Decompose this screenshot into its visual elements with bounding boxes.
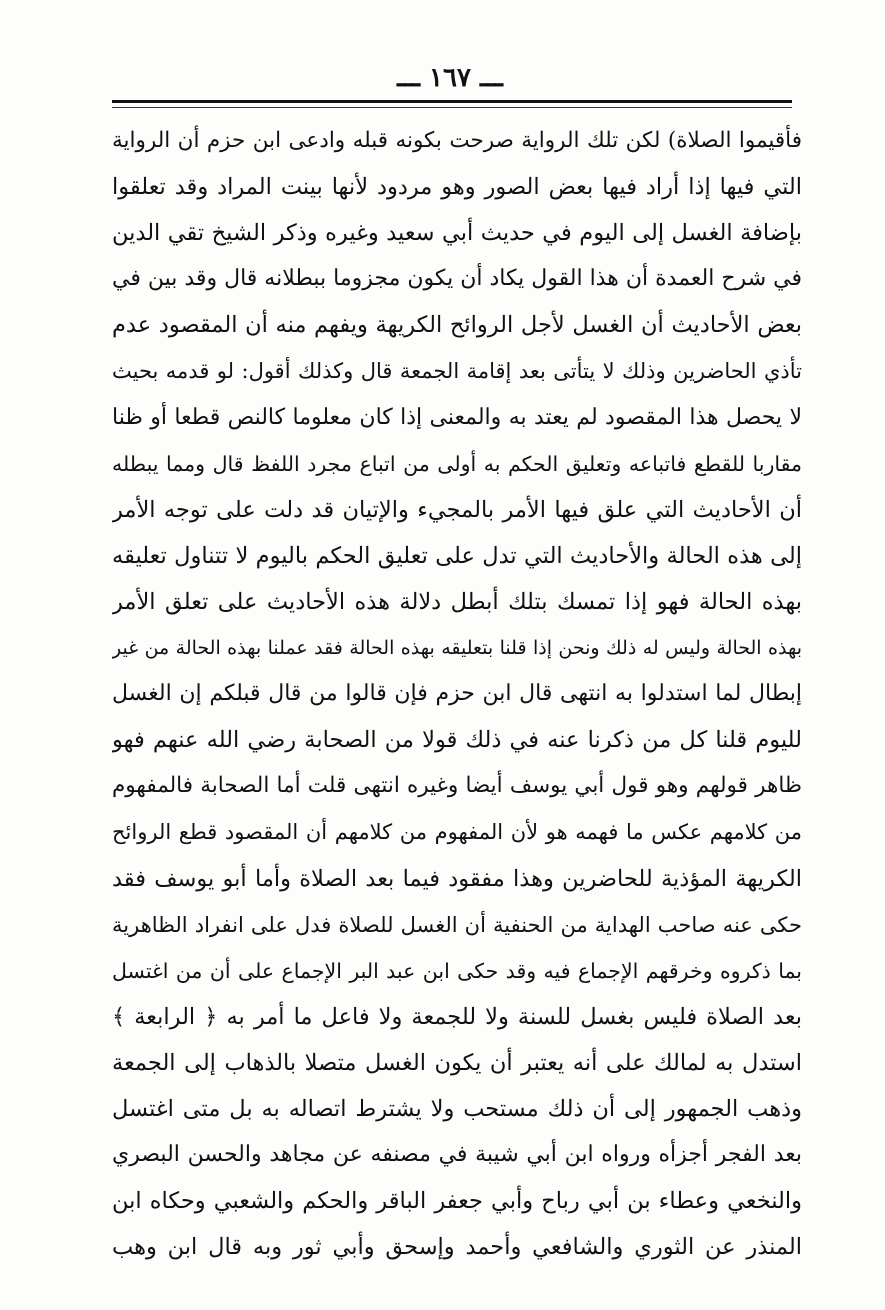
- text-line: فأقيموا الصلاة) لكن تلك الرواية صرحت بكونه قبله وادعى ابن حزم أن الرواية: [112, 128, 802, 153]
- body-text: [112, 118, 802, 1270]
- text-line: وذهب الجمهور إلى أن ذلك مستحب ولا يشترط اتصاله به بل متى اغتسل: [112, 1095, 802, 1122]
- text-line: مقاربا للقطع فاتباعه وتعليق الحكم به أولى من اتباع مجرد اللفظ قال ومما يبطله: [112, 451, 802, 476]
- text-line: بعد الصلاة فليس بغسل للسنة ولا للجمعة ولا فاعل ما أمر به ﴿ الرابعة ﴾: [112, 1003, 802, 1030]
- text-line: بما ذكروه وخرقهم الإجماع فيه وقد حكى ابن عبد البر الإجماع على أن من اغتسل: [112, 958, 802, 983]
- text-line: والنخعي وعطاء بن أبي رباح وأبي جعفر الباقر والحكم والشعبي وحكاه ابن: [112, 1188, 802, 1215]
- text-line: بإضافة الغسل إلى اليوم في حديث أبي سعيد وغيره وذكر الشيخ تقي الدين: [112, 220, 802, 247]
- text-line: إبطال لما استدلوا به انتهى قال ابن حزم فإن قالوا من قال قبلكم إن الغسل: [112, 681, 802, 707]
- text-line: لا يحصل هذا المقصود لم يعتد به والمعنى إذا كان معلوما كالنص قطعا أو ظنا: [112, 404, 802, 430]
- text-line: إلى هذه الحالة والأحاديث التي تدل على تعليق الحكم باليوم لا تتناول تعليقه: [112, 542, 802, 569]
- text-line: ظاهر قولهم وهو قول أبي يوسف أيضا وغيره انتهى قلت أما الصحابة فالمفهوم: [112, 773, 802, 799]
- text-line: الكريهة المؤذية للحاضرين وهذا مفقود فيما بعد الصلاة وأما أبو يوسف فقد: [112, 865, 802, 892]
- text-line: المنذر عن الثوري والشافعي وأحمد وإسحق وأبي ثور وبه قال ابن وهب: [112, 1234, 802, 1261]
- text-line: من كلامهم عكس ما فهمه هو لأن المفهوم من كلامهم أن المقصود قطع الروائح: [112, 820, 802, 845]
- text-line: تأذي الحاضرين وذلك لا يتأتى بعد إقامة الجمعة قال وكذلك أقول: لو قدمه بحيث: [112, 359, 802, 384]
- text-line: استدل به لمالك على أنه يعتبر أن يكون الغسل متصلا بالذهاب إلى الجمعة: [112, 1049, 802, 1076]
- text-line: في شرح العمدة أن هذا القول يكاد أن يكون مجزوما ببطلانه قال وقد بين في: [112, 266, 802, 292]
- text-line: بهذه الحالة فهو إذا تمسك بتلك أبطل دلالة هذه الأحاديث على تعلق الأمر: [112, 588, 802, 615]
- text-line: بهذه الحالة وليس له ذلك ونحن إذا قلنا بتعليقه بهذه الحالة فقد عملنا بهذه الحالة من غير: [112, 637, 802, 660]
- text-line: حكى عنه صاحب الهداية من الحنفية أن الغسل للصلاة فدل على انفراد الظاهرية: [112, 912, 802, 937]
- text-line: بعض الأحاديث أن الغسل لأجل الروائح الكريهة ويفهم منه أن المقصود عدم: [112, 312, 802, 339]
- page-number: ـــ ١٦٧ ـــ: [397, 63, 503, 93]
- text-line: أن الأحاديث التي علق فيها الأمر بالمجيء والإتيان قد دلت على توجه الأمر: [112, 496, 802, 523]
- text-line: التي فيها إذا أراد فيها بعض الصور وهو مردود لأنها بينت المراد وقد تعلقوا: [112, 174, 802, 201]
- header-rule-thin: [112, 107, 792, 108]
- header-rule: [112, 100, 792, 103]
- text-line: بعد الفجر أجزأه ورواه ابن أبي شيبة في مصنفه عن مجاهد والحسن البصري: [112, 1142, 802, 1168]
- text-line: لليوم قلنا كل من ذكرنا عنه في ذلك قولا من الصحابة رضي الله عنهم فهو: [112, 727, 802, 754]
- page-header: [110, 58, 790, 98]
